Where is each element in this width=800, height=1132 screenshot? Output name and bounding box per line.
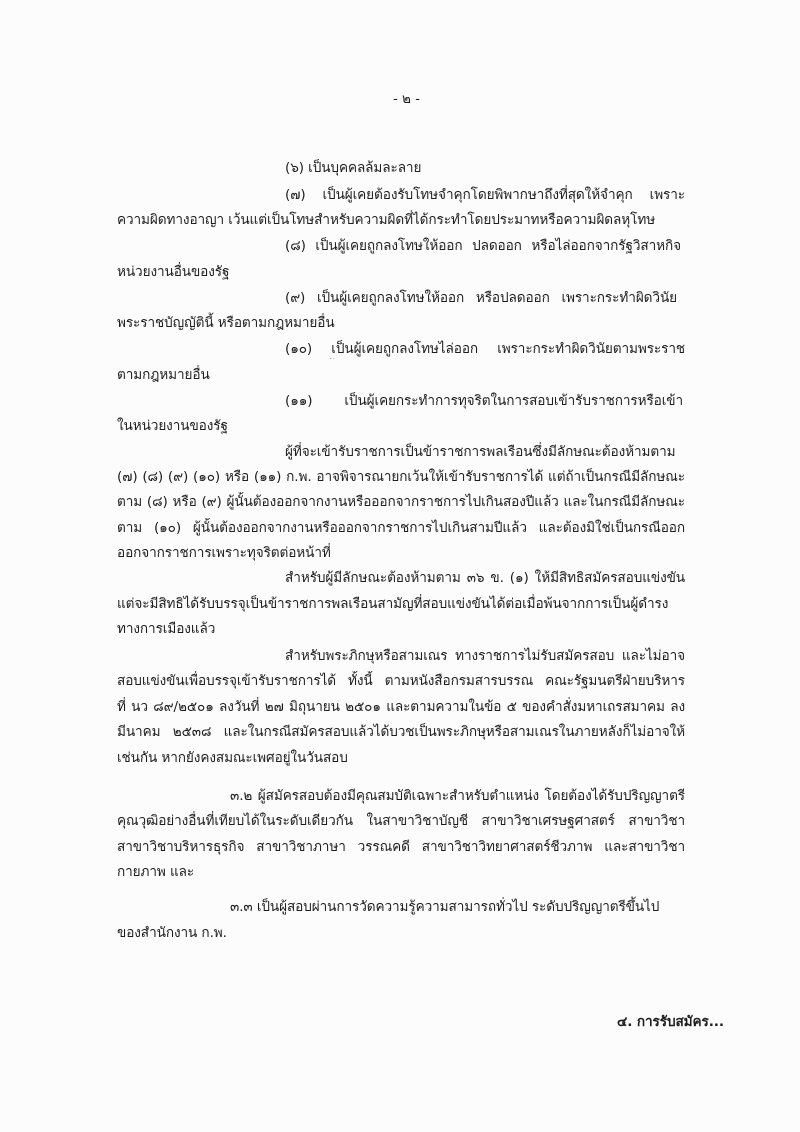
page-number: - ๒ - bbox=[393, 91, 420, 107]
item-3-2-line1: ๓.๒ ผู้สมัครสอบต้องมีคุณสมบัติเฉพาะสำหรับตำแหน่ง โดยต้องได้รับปริญญาตรี bbox=[230, 788, 685, 804]
item-7-line1: (๗) เป็นผู้เคยต้องรับโทษจำคุกโดยพิพากษาถึงที่สุดให้จำคุก เพราะ bbox=[285, 187, 685, 203]
next-page-continuation: ๔. การรับสมัคร... bbox=[617, 1014, 724, 1030]
item-11-line1: (๑๑) เป็นผู้เคยกระทำการทุจริตในการสอบเข้ารับราชการหรือเข้า bbox=[285, 393, 683, 409]
item-9-line1: (๙) เป็นผู้เคยถูกลงโทษให้ออก หรือปลดออก เพราะกระทำผิดวินัย bbox=[285, 290, 677, 306]
para-monks-line3: ที่ นว ๘๙/๒๕๐๑ ลงวันที่ ๒๗ มิถุนายน ๒๕๐๑ และตามความในข้อ ๕ ของคำสั่งมหาเถรสมาคม ลง bbox=[117, 699, 685, 715]
para-monks-line5: เช่นกัน หากยังคงสมณะเพศอยู่ในวันสอบ bbox=[117, 750, 348, 766]
item-3-2-line3: สาขาวิชาบริหารธุรกิจ สาขาวิชาภาษา วรรณคดี สาขาวิชาวิทยาศาสตร์ชีวภาพ และสาขาวิชา bbox=[117, 839, 685, 855]
item-8-line2: หน่วยงานอื่นของรัฐ bbox=[117, 264, 230, 280]
item-11-line2: ในหน่วยงานของรัฐ bbox=[117, 418, 228, 434]
para-monks-line1: สำหรับพระภิกษุหรือสามเณร ทางราชการไม่รับสมัครสอบ และไม่อาจ bbox=[285, 648, 685, 664]
item-7-line2: ความผิดทางอาญา เว้นแต่เป็นโทษสำหรับความผิดที่ได้กระทำโดยประมาทหรือความผิดลหุโทษ bbox=[117, 212, 656, 228]
item-10-line1: (๑๐) เป็นผู้เคยถูกลงโทษไล่ออก เพราะกระทำผิดวินัยตามพระราช bbox=[285, 341, 685, 357]
para-political-line2: แต่จะมีสิทธิได้รับบรรจุเป็นข้าราชการพลเรือนสามัญที่สอบแข่งขันได้ต่อเมื่อพ้นจากการเป็นผู้ดำรง bbox=[117, 596, 669, 612]
para-exemption-line1: ผู้ที่จะเข้ารับราชการเป็นข้าราชการพลเรือนซึ่งมีลักษณะต้องห้ามตาม bbox=[285, 444, 676, 460]
item-6: (๖) เป็นบุคคลล้มละลาย bbox=[285, 160, 422, 176]
item-3-2-line2: คุณวุฒิอย่างอื่นที่เทียบได้ในระดับเดียวกัน ในสาขาวิชาบัญชี สาขาวิชาเศรษฐศาสตร์ สาขาวิชา bbox=[117, 813, 685, 829]
para-political-line3: ทางการเมืองแล้ว bbox=[117, 621, 216, 637]
item-3-3-line1: ๓.๓ เป็นผู้สอบผ่านการวัดความรู้ความสามารถทั่วไป ระดับปริญญาตรีขึ้นไป bbox=[230, 899, 660, 915]
para-exemption-line4: ตาม (๑๐) ผู้นั้นต้องออกจากงานหรือออกจากราชการไปเกินสามปีแล้ว และต้องมิใช่เป็นกรณีออก bbox=[117, 520, 685, 536]
item-3-3-line2: ของสำนักงาน ก.พ. bbox=[117, 925, 227, 941]
item-10-line2: ตามกฎหมายอื่น bbox=[117, 367, 210, 383]
para-exemption-line2: (๗) (๘) (๙) (๑๐) หรือ (๑๑) ก.พ. อาจพิจารณายกเว้นให้เข้ารับราชการได้ แต่ถ้าเป็นกรณีมีลักษณะ bbox=[117, 469, 685, 485]
para-exemption-line5: ออกจากราชการเพราะทุจริตต่อหน้าที่ bbox=[117, 545, 331, 561]
item-8-line1: (๘) เป็นผู้เคยถูกลงโทษให้ออก ปลดออก หรือไล่ออกจากรัฐวิสาหกิจ bbox=[285, 238, 681, 254]
item-3-2-line4: กายภาพ และ bbox=[117, 864, 195, 880]
item-9-line2: พระราชบัญญัตินี้ หรือตามกฎหมายอื่น bbox=[117, 315, 335, 331]
para-monks-line4: มีนาคม ๒๕๓๘ และในกรณีสมัครสอบแล้วได้บวชเป็นพระภิกษุหรือสามเณรในภายหลังก็ไม่อาจให้ bbox=[117, 724, 685, 740]
para-monks-line2: สอบแข่งขันเพื่อบรรจุเข้ารับราชการได้ ทั้งนี้ ตามหนังสือกรมสารบรรณ คณะรัฐมนตรีฝ่ายบริหาร bbox=[117, 673, 685, 689]
para-political-line1: สำหรับผู้มีลักษณะต้องห้ามตาม ๓๖ ข. (๑) ให้มีสิทธิสมัครสอบแข่งขัน bbox=[285, 570, 685, 586]
para-exemption-line3: ตาม (๘) หรือ (๙) ผู้นั้นต้องออกจากงานหรือออกจากราชการไปเกินสองปีแล้ว และในกรณีมีลักษณะ bbox=[117, 494, 685, 510]
